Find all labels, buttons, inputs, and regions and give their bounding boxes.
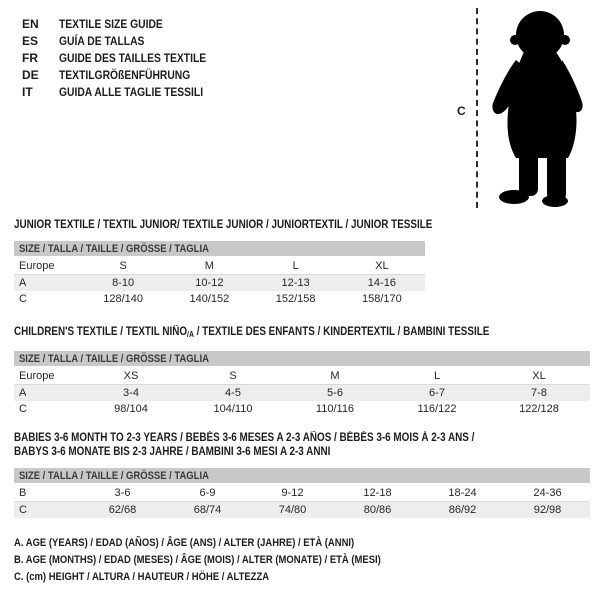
age-cell: 4-5: [225, 387, 241, 399]
size-cell: L: [292, 260, 299, 272]
babies-table-title: BABIES 3-6 MONTH TO 2-3 YEARS / BEBÉS 3-6 MESES A 2-3 AÑOS / BÉBÉS 3-6 MOIS À 2-3 ANS / BABYS 3-6 MONATE BIS 2-3 JAHRE / BAMBINI 3-6 MESI A 2-3 ANNI: [14, 432, 475, 458]
size-cell: M: [330, 370, 340, 382]
age-cell: 3-4: [123, 387, 139, 399]
babies-size-table: [14, 485, 590, 518]
height-cell: 98/104: [114, 403, 148, 415]
height-cell: 116/122: [417, 403, 457, 415]
language-code: ES: [22, 33, 39, 48]
age-cell: 5-6: [327, 387, 343, 399]
childrens-size-table: [14, 368, 590, 417]
age-cell: 9-12: [281, 487, 304, 499]
height-cell: 128/140: [103, 293, 143, 305]
subscript-text: /A: [187, 330, 194, 339]
height-measure-label: C: [457, 104, 466, 118]
height-cell: 80/86: [363, 504, 392, 516]
header: [0, 0, 600, 205]
size-cell: XS: [123, 370, 139, 382]
baby-figure: [450, 8, 600, 208]
table-row-age-months: [14, 485, 590, 502]
babies-textile-section: [0, 431, 600, 518]
language-label: TEXTILE SIZE GUIDE: [59, 16, 163, 31]
size-cell: XL: [375, 260, 389, 272]
row-label: C: [19, 403, 27, 415]
height-cell: 122/128: [519, 403, 559, 415]
age-cell: 12-18: [363, 487, 392, 499]
table-row-europe: [14, 258, 425, 275]
size-cell: S: [119, 260, 127, 272]
row-label: A: [19, 277, 27, 289]
height-dashed-line: [476, 8, 478, 208]
height-cell: 62/68: [108, 504, 137, 516]
language-code: DE: [22, 67, 39, 82]
table-row-europe: [14, 368, 590, 385]
table-row-height-cm: [14, 502, 590, 518]
height-cell: 92/98: [533, 504, 562, 516]
junior-size-table: [14, 258, 425, 307]
row-label: A: [19, 387, 27, 399]
language-label: GUIDA ALLE TAGLIE TESSILI: [59, 84, 204, 99]
footnote-a: A. AGE (YEARS) / EDAD (AÑOS) / ÂGE (ANS) / ALTER (JAHRE) / ETÀ (ANNI): [14, 537, 355, 549]
height-cell: 152/158: [275, 293, 316, 305]
height-cell: 110/116: [315, 403, 355, 415]
row-label: C: [19, 504, 27, 516]
age-cell: 18-24: [448, 487, 477, 499]
age-cell: 6-7: [429, 387, 445, 399]
childrens-textile-section: [0, 325, 600, 417]
row-label: Europe: [19, 260, 55, 272]
size-cell: L: [433, 370, 441, 382]
size-header-bar: SIZE / TALLA / TAILLE / GRÖSSE / TAGLIA: [14, 468, 590, 483]
height-cell: 68/74: [193, 504, 222, 516]
row-label: C: [19, 293, 27, 305]
language-code: EN: [22, 16, 39, 31]
table-row-height-cm: [14, 291, 425, 307]
footnotes: [14, 535, 600, 586]
height-cell: 158/170: [361, 293, 402, 305]
age-cell: 12-13: [281, 277, 310, 289]
size-cell: M: [204, 260, 214, 272]
language-label: GUIDE DES TAILLES TEXTILE: [59, 50, 207, 65]
language-label: GUÍA DE TALLAS: [59, 33, 145, 48]
age-cell: 3-6: [114, 487, 131, 499]
size-cell: XL: [532, 370, 546, 382]
row-label: B: [19, 487, 27, 499]
height-cell: 86/92: [448, 504, 477, 516]
height-cell: 104/110: [213, 403, 253, 415]
age-cell: 8-10: [112, 277, 135, 289]
size-header-bar: SIZE / TALLA / TAILLE / GRÖSSE / TAGLIA: [14, 351, 590, 366]
size-cell: S: [229, 370, 237, 382]
junior-table-title: JUNIOR TEXTILE / TEXTIL JUNIOR/ TEXTILE JUNIOR / JUNIORTEXTIL / JUNIOR TESSILE: [14, 219, 433, 231]
age-cell: 6-9: [199, 487, 216, 499]
footnote-b: B. AGE (MONTHS) / EDAD (MESES) / ÂGE (MOIS) / ALTER (MONATE) / ETÀ (MESI): [14, 554, 381, 566]
age-cell: 14-16: [367, 277, 396, 289]
table-row-height-cm: [14, 401, 590, 417]
language-label: TEXTILGRÖßENFÜHRUNG: [59, 67, 191, 82]
childrens-table-title: CHILDREN'S TEXTILE / TEXTIL $NIÑO_{/A}$ / TEXTILE DES ENFANTS / KINDERTEXTIL / BAMBINI TESSILE: [14, 326, 490, 339]
height-cell: 74/80: [278, 504, 307, 516]
junior-textile-section: [0, 218, 600, 307]
size-header-bar: SIZE / TALLA / TAILLE / GRÖSSE / TAGLIA: [14, 241, 425, 256]
table-row-age-years: [14, 275, 425, 291]
height-cell: 140/152: [189, 293, 230, 305]
age-cell: 10-12: [195, 277, 224, 289]
age-cell: 24-36: [533, 487, 562, 499]
row-label: Europe: [19, 370, 55, 382]
language-code: IT: [22, 84, 33, 99]
table-row-age-years: [14, 385, 590, 401]
age-cell: 7-8: [531, 387, 547, 399]
baby-silhouette-icon: [486, 8, 598, 208]
footnote-c: C. (cm) HEIGHT / ALTURA / HAUTEUR / HÖHE / ALTEZZA: [14, 571, 270, 583]
language-code: FR: [22, 50, 38, 65]
